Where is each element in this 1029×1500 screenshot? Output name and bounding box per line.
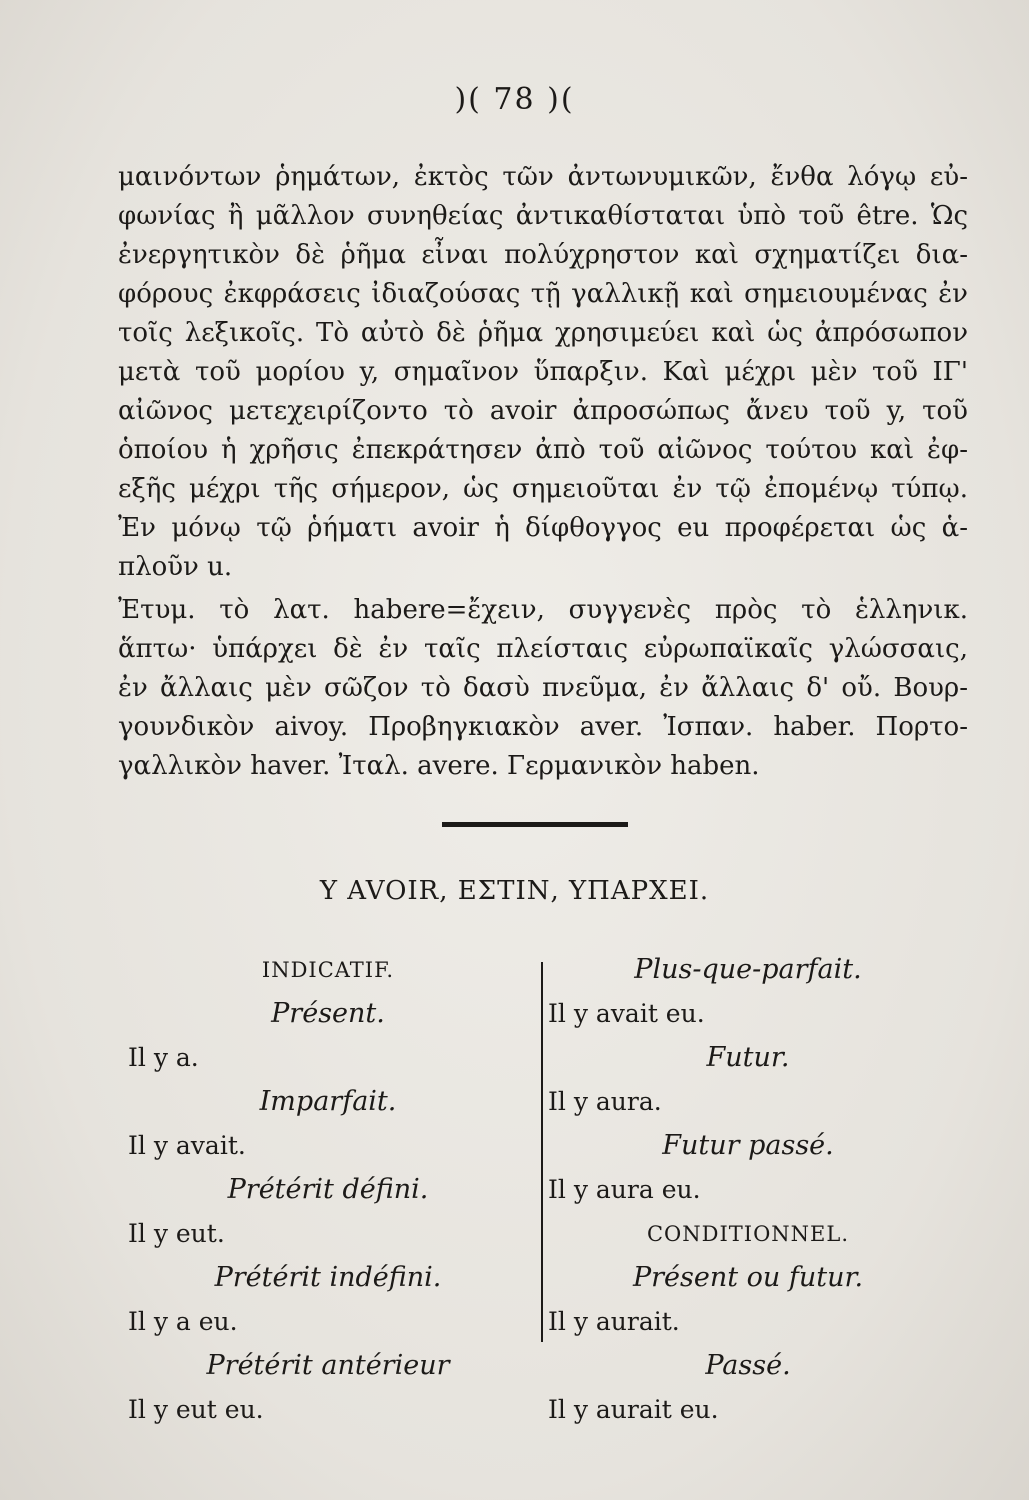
conjugation-column-left: [128, 948, 528, 1432]
conjugation-row: Prétérit antérieur: [206, 1350, 450, 1381]
text-line: ὁποίου ἡ χρῆσις ἐπεκράτησεν ἀπὸ τοῦ αἰῶνος τούτου καὶ ἐφ-: [118, 435, 968, 465]
text-line: τοῖς λεξικοῖς. Τὸ αὐτὸ δὲ ῥῆμα χρησιμεύει καὶ ὡς ἀπρόσωπον: [118, 318, 968, 348]
text-line: φόρους ἐκφράσεις ἰδιαζούσας τῇ γαλλικῇ καὶ σημειουμένας ἐν: [118, 279, 968, 309]
text-line: ἐν ἄλλαις μὲν σῶζον τὸ δασὺ πνεῦμα, ἐν ἄλλαις δ' οὔ. Βουρ-: [118, 673, 968, 703]
text-line: γουνδικὸν aivoy. Προβηγκιακὸν aver. Ἰσπαν. haber. Πορτο-: [118, 712, 968, 742]
text-line: μαινόντων ῥημάτων, ἐκτὸς τῶν ἀντωνυμικῶν, ἔνθα λόγῳ εὐ-: [118, 162, 968, 192]
conjugation-row: Présent.: [271, 998, 385, 1029]
paragraph-etymology: [118, 591, 968, 786]
page-number: )( 78 )(: [454, 82, 575, 117]
text-line: ἐνεργητικὸν δὲ ῥῆμα εἶναι πολύχρηστον καὶ σχηματίζει δια-: [118, 240, 968, 270]
text-line: αἰῶνος μετεχειρίζοντο τὸ avoir ἀπροσώπως ἄνευ τοῦ y, τοῦ: [118, 396, 968, 426]
conjugation-row: Imparfait.: [259, 1086, 397, 1117]
conjugation-row: Il y aurait eu.: [548, 1395, 719, 1424]
conjugation-row: Il y aura.: [548, 1087, 662, 1116]
column-divider: [541, 962, 543, 1342]
conjugation-row: Il y eut.: [128, 1219, 225, 1248]
text-line: γαλλικὸν haver. Ἰταλ. avere. Γερμανικὸν haben.: [118, 751, 760, 781]
conjugation-row: Plus-que-parfait.: [634, 954, 862, 985]
text-line: Ἐτυμ. τὸ λατ. habere=ἔχειν, συγγενὲς πρὸς τὸ ἑλληνικ.: [118, 595, 968, 625]
conjugation-row: Il y avait eu.: [548, 999, 705, 1028]
conjugation-row: Il y avait.: [128, 1131, 246, 1160]
conjugation-row: Il y a.: [128, 1043, 199, 1072]
text-line: πλοῦν u.: [118, 552, 233, 582]
body-text: [118, 158, 968, 786]
conjugation-row: Futur passé.: [662, 1130, 834, 1161]
paragraph-etymology-usage: [118, 158, 968, 587]
conjugation-row: Il y a eu.: [128, 1307, 238, 1336]
conjugation-row: Prétérit défini.: [227, 1174, 429, 1205]
conjugation-row: CONDITIONNEL.: [646, 1222, 849, 1246]
conjugation-row: Futur.: [706, 1042, 790, 1073]
conjugation-row: Prétérit indéfini.: [214, 1262, 442, 1293]
text-line: ἅπτω· ὑπάρχει δὲ ἐν ταῖς πλείσταις εὐρωπαϊκαῖς γλώσσαις,: [118, 634, 968, 664]
conjugation-column-right: [548, 948, 948, 1432]
conjugation-row: Il y aura eu.: [548, 1175, 701, 1204]
section-divider-rule: [442, 822, 628, 827]
conjugation-row: Il y eut eu.: [128, 1395, 264, 1424]
conjugation-row: INDICATIF.: [261, 958, 395, 982]
section-title: Y AVOIR, ΕΣΤΙΝ, ΥΠΑΡΧΕΙ.: [319, 876, 710, 906]
conjugation-row: Passé.: [705, 1350, 791, 1381]
text-line: φωνίας ἢ μᾶλλον συνηθείας ἀντικαθίσταται ὑπὸ τοῦ être. Ὡς: [118, 201, 968, 231]
text-line: μετὰ τοῦ μορίου y, σημαῖνον ὕπαρξιν. Καὶ μέχρι μὲν τοῦ ΙΓ': [118, 357, 968, 387]
text-line: εξῆς μέχρι τῆς σήμερον, ὡς σημειοῦται ἐν τῷ ἐπομένῳ τύπῳ.: [118, 474, 968, 504]
conjugation-row: Présent ou futur.: [632, 1262, 864, 1293]
text-line: Ἐν μόνῳ τῷ ῥήματι avoir ἡ δίφθογγος eu προφέρεται ὡς ἁ-: [118, 513, 968, 543]
conjugation-row: Il y aurait.: [548, 1307, 680, 1336]
